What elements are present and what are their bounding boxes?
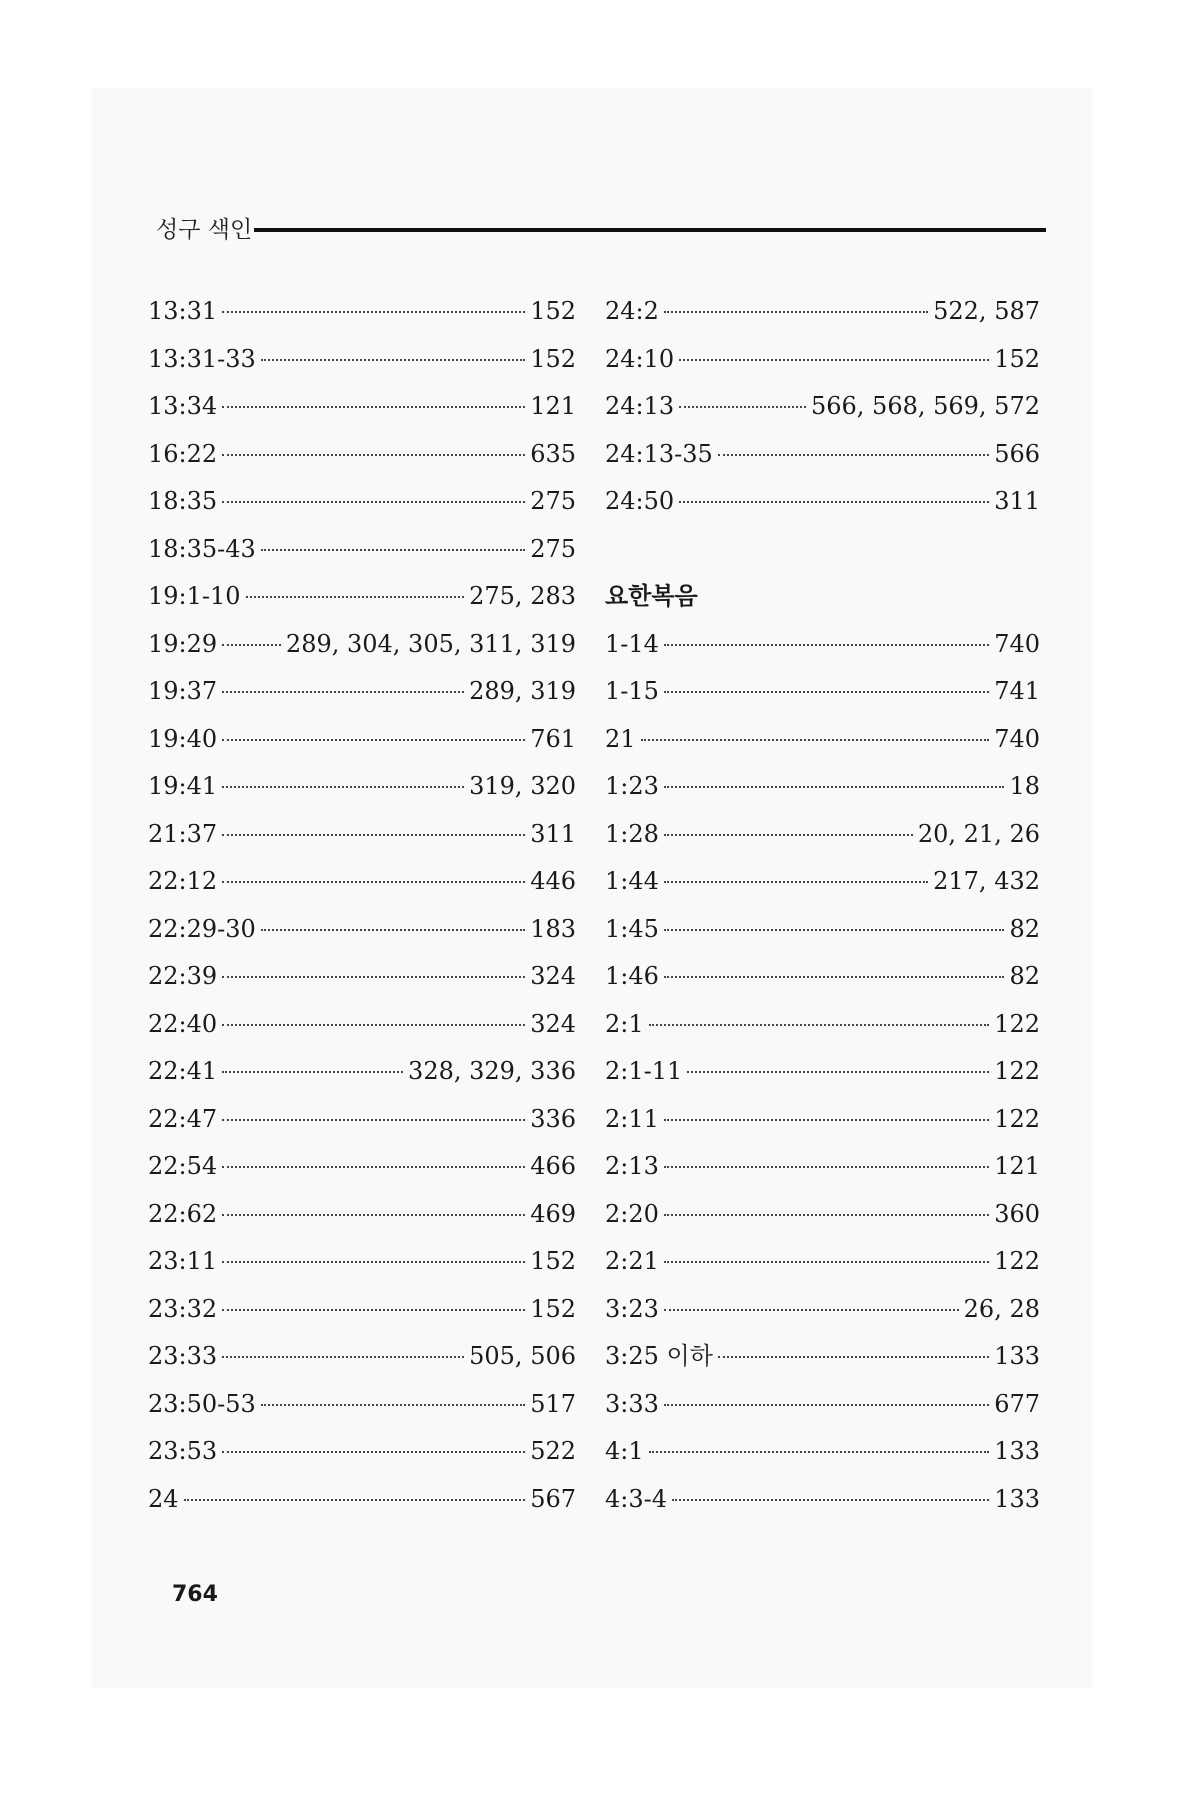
index-entry [605,431,1040,479]
page-references: 275 [530,487,576,515]
page-references: 761 [530,724,576,753]
dot-leader [222,1309,525,1311]
index-entry [605,621,1040,669]
dot-leader [222,1024,525,1026]
dot-leader [664,644,989,646]
dot-leader [664,1214,989,1216]
page-references: 122 [994,1104,1040,1133]
page-references: 122 [994,1009,1040,1038]
index-entry [148,573,576,621]
page-references: 522 [530,1437,576,1465]
dot-leader [222,1071,403,1073]
page-references: 740 [994,724,1040,753]
page-references: 522, 587 [933,297,1040,325]
page-references: 289, 319 [469,677,576,705]
page-references: 324 [530,962,576,990]
page-references: 517 [530,1389,576,1418]
index-entry [148,431,576,479]
dot-leader [222,406,525,408]
index-entry [148,621,576,669]
verse-reference: 23:11 [148,1247,218,1275]
page-references: 741 [994,677,1040,705]
index-entry [605,1001,1040,1049]
verse-reference: 13:34 [148,392,218,420]
dot-leader [222,786,464,788]
index-entry [605,1096,1040,1144]
dot-leader [687,1071,989,1073]
index-entry [605,1381,1040,1429]
dot-leader [222,739,525,741]
page-references: 152 [530,297,576,325]
verse-reference: 4:1 [605,1437,644,1465]
page-references: 328, 329, 336 [408,1057,576,1085]
dot-leader [664,691,989,693]
index-entry [605,953,1040,1001]
index-group-luke-end [605,288,1040,526]
verse-reference: 24:50 [605,487,675,515]
index-entry [148,1096,576,1144]
index-entry [148,1001,576,1049]
dot-leader [664,1404,989,1406]
dot-leader [664,1309,959,1311]
page-references: 635 [530,439,576,468]
index-entry [148,763,576,811]
dot-leader [222,834,525,836]
dot-leader [672,1499,989,1501]
page-references: 324 [530,1009,576,1038]
verse-reference: 3:23 [605,1294,659,1323]
verse-reference: 24:13-35 [605,439,713,468]
index-entry [148,1143,576,1191]
verse-reference: 19:37 [148,677,218,705]
index-column-left [148,288,576,1523]
verse-reference: 1:23 [605,772,659,800]
index-entry [148,383,576,431]
page-references: 152 [994,344,1040,373]
index-entry [605,1191,1040,1239]
page-references: 677 [994,1389,1040,1418]
dot-leader [664,881,928,883]
verse-reference: 1-14 [605,629,659,658]
dot-leader [664,311,928,313]
header-rule [254,228,1046,232]
verse-reference: 23:50-53 [148,1389,256,1418]
dot-leader [679,406,806,408]
page-references: 121 [530,392,576,420]
verse-reference: 3:25 이하 [605,1342,713,1370]
dot-leader [222,1356,464,1358]
page-header [156,207,1046,247]
verse-reference: 19:29 [148,629,218,658]
index-entry [605,716,1040,764]
index-entry [148,526,576,574]
page-references: 121 [994,1152,1040,1180]
verse-reference: 13:31-33 [148,344,256,373]
page-references: 336 [530,1104,576,1133]
page-references: 566 [994,439,1040,468]
verse-reference: 18:35-43 [148,534,256,563]
dot-leader [261,929,525,931]
page-references: 360 [994,1199,1040,1228]
verse-reference: 22:41 [148,1057,218,1085]
verse-reference: 2:1 [605,1009,644,1038]
verse-reference: 22:39 [148,962,218,990]
dot-leader [679,501,989,503]
page-references: 311 [994,487,1040,515]
dot-leader [649,1024,990,1026]
verse-reference: 23:53 [148,1437,218,1465]
index-entry [605,763,1040,811]
verse-reference: 22:12 [148,867,218,895]
verse-reference: 2:1-11 [605,1057,683,1085]
page-references: 566, 568, 569, 572 [810,392,1040,420]
dot-leader [664,929,1005,931]
verse-reference: 22:62 [148,1199,218,1228]
index-entry [605,906,1040,954]
dot-leader [641,739,990,741]
page-references: 319, 320 [469,772,576,800]
verse-reference: 1:46 [605,962,659,990]
page-references: 466 [530,1152,576,1180]
page-references: 122 [994,1247,1040,1275]
verse-reference: 22:40 [148,1009,218,1038]
index-entry [148,288,576,336]
verse-reference: 21:37 [148,819,218,848]
page-references: 133 [994,1484,1040,1513]
header-title: 성구 색인 [156,216,253,243]
verse-reference: 1-15 [605,677,659,705]
verse-reference: 23:33 [148,1342,218,1370]
index-entry [605,1476,1040,1524]
verse-reference: 1:28 [605,819,659,848]
page-references: 469 [530,1199,576,1228]
page-references: 82 [1009,914,1040,943]
verse-reference: 1:44 [605,867,659,895]
verse-reference: 16:22 [148,439,218,468]
index-entry [605,336,1040,384]
dot-leader [649,1451,990,1453]
page-references: 275 [530,534,576,563]
verse-reference: 24:13 [605,392,675,420]
page-references: 217, 432 [933,867,1040,895]
page-number: 764 [172,1582,218,1607]
dot-leader [222,454,525,456]
verse-reference: 2:20 [605,1199,659,1228]
dot-leader [222,311,525,313]
verse-reference: 1:45 [605,914,659,943]
dot-leader [222,1119,525,1121]
page-references: 20, 21, 26 [917,819,1040,848]
index-entry [605,383,1040,431]
verse-reference: 13:31 [148,297,218,325]
page-references: 133 [994,1437,1040,1465]
index-entry [605,1238,1040,1286]
dot-leader [222,1166,525,1168]
dot-leader [664,976,1005,978]
verse-reference: 2:21 [605,1247,659,1275]
dot-leader [222,976,525,978]
dot-leader [664,1119,989,1121]
verse-reference: 19:1-10 [148,582,241,610]
dot-leader [664,786,1005,788]
index-entry [148,1428,576,1476]
dot-leader [664,834,913,836]
verse-reference: 22:47 [148,1104,218,1133]
index-entry [148,858,576,906]
index-entry [605,1048,1040,1096]
section-heading: 요한복음 [605,582,698,610]
page-references: 567 [530,1484,576,1513]
verse-reference: 19:41 [148,772,218,800]
dot-leader [718,1356,989,1358]
page-references: 26, 28 [963,1294,1040,1323]
index-entry [148,1191,576,1239]
dot-leader [222,1261,525,1263]
index-entry [148,478,576,526]
index-entry [148,953,576,1001]
verse-reference: 22:29-30 [148,914,256,943]
dot-leader [222,691,464,693]
index-group-john [605,621,1040,1524]
index-column-right [605,288,1040,1523]
verse-reference: 2:13 [605,1152,659,1180]
index-entry [605,811,1040,859]
index-entry [605,1143,1040,1191]
dot-leader [679,359,989,361]
dot-leader [222,1451,525,1453]
page-references: 152 [530,1247,576,1275]
index-entry [605,1428,1040,1476]
index-entry [148,1333,576,1381]
index-entry [605,1333,1040,1381]
verse-reference: 22:54 [148,1152,218,1180]
index-entry [148,1381,576,1429]
page-references: 311 [530,819,576,848]
verse-reference: 24 [148,1484,179,1513]
verse-reference: 19:40 [148,724,218,753]
dot-leader [261,359,525,361]
index-entry [605,288,1040,336]
dot-leader [664,1166,989,1168]
dot-leader [184,1499,526,1501]
index-entry [148,906,576,954]
dot-leader [664,1261,989,1263]
verse-reference: 21 [605,724,636,753]
verse-reference: 24:10 [605,344,675,373]
verse-reference: 23:32 [148,1294,218,1323]
page-references: 183 [530,914,576,943]
page-references: 133 [994,1342,1040,1370]
page-references: 82 [1009,962,1040,990]
index-entry [148,811,576,859]
dot-leader [261,1404,525,1406]
index-entry [148,1476,576,1524]
index-entry [148,1238,576,1286]
index-entry [605,1286,1040,1334]
dot-leader [222,881,525,883]
index-entry [605,668,1040,716]
index-entry [148,668,576,716]
verse-reference: 18:35 [148,487,218,515]
page-references: 152 [530,344,576,373]
page-references: 289, 304, 305, 311, 319 [285,629,576,658]
verse-reference: 3:33 [605,1389,659,1418]
index-entry [605,478,1040,526]
dot-leader [222,644,281,646]
dot-leader [246,596,465,598]
index-entry [148,716,576,764]
page-references: 446 [530,867,576,895]
index-entry [605,858,1040,906]
dot-leader [222,501,525,503]
dot-leader [261,549,525,551]
dot-leader [222,1214,525,1216]
verse-reference: 24:2 [605,297,659,325]
index-entry [148,1286,576,1334]
index-entry [148,1048,576,1096]
verse-reference: 2:11 [605,1104,659,1133]
page-references: 740 [994,629,1040,658]
index-entry [148,336,576,384]
page-references: 122 [994,1057,1040,1085]
verse-reference: 4:3-4 [605,1484,668,1513]
page-references: 505, 506 [469,1342,576,1370]
page-references: 18 [1009,772,1040,800]
dot-leader [718,454,989,456]
page-references: 275, 283 [469,582,576,610]
page-references: 152 [530,1294,576,1323]
